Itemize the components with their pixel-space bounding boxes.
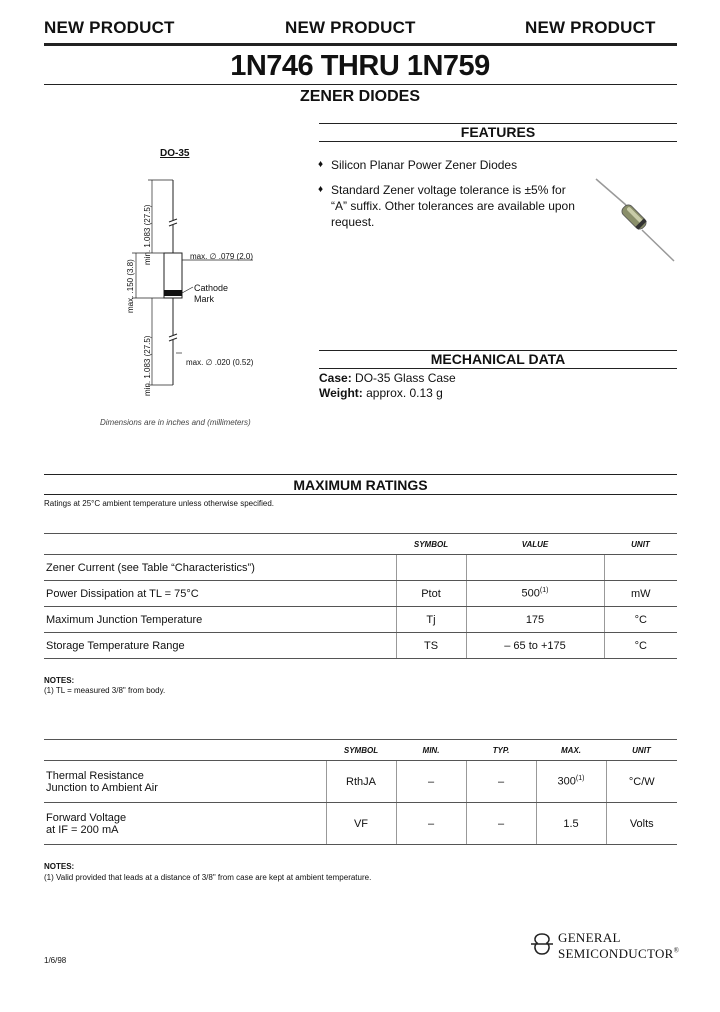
row-param: Zener Current (see Table “Characteristics”)	[44, 555, 396, 581]
top-rule	[44, 43, 677, 46]
param-line-2: Junction to Ambient Air	[46, 781, 158, 794]
row-unit: Volts	[606, 803, 677, 845]
ratings-header-row	[44, 534, 677, 555]
case-row	[319, 370, 456, 386]
page-title: 1N746 THRU 1N759	[230, 50, 490, 82]
col-unit: UNIT	[606, 740, 677, 761]
ratings-table	[44, 533, 677, 659]
dim-top-lead: min. 1.083 (27.5)	[143, 204, 152, 265]
col-param	[44, 534, 396, 555]
dim-body-length: max. .150 (3.8)	[126, 259, 135, 313]
mark-label: Mark	[194, 294, 214, 304]
registered-mark: ®	[673, 946, 680, 955]
dim-lead-diameter: max. ∅ .020 (0.52)	[186, 358, 254, 367]
page-subtitle: ZENER DIODES	[299, 88, 420, 105]
row-value	[466, 555, 604, 581]
company-logo-icon	[527, 930, 557, 960]
table-row	[44, 633, 677, 659]
weight-label: Weight:	[319, 386, 363, 400]
thermal-notes-label: NOTES:	[44, 862, 75, 871]
row-symbol	[396, 555, 466, 581]
col-typ: TYP.	[466, 740, 536, 761]
row-unit: °C	[604, 633, 677, 659]
ratings-underline	[44, 494, 677, 495]
mechanical-underline	[319, 368, 677, 369]
ratings-heading: MAXIMUM RATINGS	[293, 477, 428, 493]
row-param: Power Dissipation at TL = 75°C	[44, 581, 396, 607]
bullet-icon: ♦	[318, 159, 324, 170]
row-symbol: VF	[326, 803, 396, 845]
ratings-note-1: (1) TL = measured 3/8" from body.	[44, 686, 166, 695]
row-typ: –	[466, 803, 536, 845]
thermal-table	[44, 739, 677, 845]
row-param: Maximum Junction Temperature	[44, 607, 396, 633]
mechanical-heading: MECHANICAL DATA	[430, 351, 566, 367]
param-line-1: Thermal Resistance	[46, 769, 144, 782]
col-symbol: SYMBOL	[396, 534, 466, 555]
row-value	[466, 581, 604, 607]
banner-right: NEW PRODUCT	[525, 18, 656, 37]
bullet-icon: ♦	[318, 184, 324, 195]
logo-line-1: GENERAL	[558, 930, 621, 945]
row-param	[44, 803, 326, 845]
case-value: DO-35 Glass Case	[355, 371, 456, 385]
diode-photo-image	[590, 175, 680, 265]
dim-body-diameter: max. ∅ .079 (2.0)	[190, 252, 253, 261]
col-symbol: SYMBOL	[326, 740, 396, 761]
row-max: 1.5	[536, 803, 606, 845]
row-value: 175	[466, 607, 604, 633]
footnote-ref: (1)	[575, 775, 585, 783]
row-unit: °C/W	[606, 761, 677, 803]
row-unit	[604, 555, 677, 581]
features-underline	[319, 141, 677, 142]
row-max	[536, 761, 606, 803]
package-label: DO-35	[160, 148, 190, 159]
date-stamp: 1/6/98	[44, 956, 67, 965]
row-min: –	[396, 761, 466, 803]
row-typ: –	[466, 761, 536, 803]
feature-item-2: Standard Zener voltage tolerance is ±5% for “A” suffix. Other tolerances are available upon request.	[331, 183, 575, 229]
value-text: 500	[521, 587, 540, 600]
col-min: MIN.	[396, 740, 466, 761]
banner-center: NEW PRODUCT	[285, 18, 416, 37]
table-row	[44, 803, 677, 845]
features-heading: FEATURES	[460, 124, 536, 140]
row-param: Storage Temperature Range	[44, 633, 396, 659]
row-symbol: Ptot	[396, 581, 466, 607]
dim-bottom-lead: min. 1.083 (27.5)	[143, 335, 152, 396]
feature-item-1: Silicon Planar Power Zener Diodes	[331, 158, 518, 172]
thermal-header-row	[44, 740, 677, 761]
logo-line-2-text: SEMICONDUCTOR	[558, 946, 674, 961]
title-rule	[44, 84, 677, 85]
banner-left: NEW PRODUCT	[44, 18, 175, 37]
row-symbol: TS	[396, 633, 466, 659]
dimensions-note: Dimensions are in inches and (millimeters)	[100, 418, 251, 427]
table-row	[44, 607, 677, 633]
table-row	[44, 761, 677, 803]
param-line-2: at IF = 200 mA	[46, 823, 119, 836]
row-unit: mW	[604, 581, 677, 607]
table-row	[44, 555, 677, 581]
row-min: –	[396, 803, 466, 845]
cathode-label: Cathode	[194, 283, 229, 293]
ratings-intro-note: Ratings at 25°C ambient temperature unless otherwise specified.	[44, 499, 274, 508]
ratings-notes-label: NOTES:	[44, 676, 75, 685]
col-max: MAX.	[536, 740, 606, 761]
row-symbol: RthJA	[326, 761, 396, 803]
param-line-1: Forward Voltage	[46, 811, 127, 824]
weight-value: approx. 0.13 g	[366, 386, 443, 400]
row-unit: °C	[604, 607, 677, 633]
row-value: – 65 to +175	[466, 633, 604, 659]
table-row	[44, 581, 677, 607]
max-text: 300	[557, 775, 576, 788]
thermal-note-1: (1) Valid provided that leads at a distance of 3/8" from case are kept at ambient temperature.	[44, 873, 372, 882]
ratings-rule	[44, 474, 677, 475]
col-value: VALUE	[466, 534, 604, 555]
weight-row	[319, 385, 443, 401]
row-param	[44, 761, 326, 803]
col-param	[44, 740, 326, 761]
row-symbol: Tj	[396, 607, 466, 633]
footnote-ref: (1)	[539, 587, 549, 595]
case-label: Case:	[319, 371, 352, 385]
col-unit: UNIT	[604, 534, 677, 555]
logo-line-2	[558, 946, 679, 962]
